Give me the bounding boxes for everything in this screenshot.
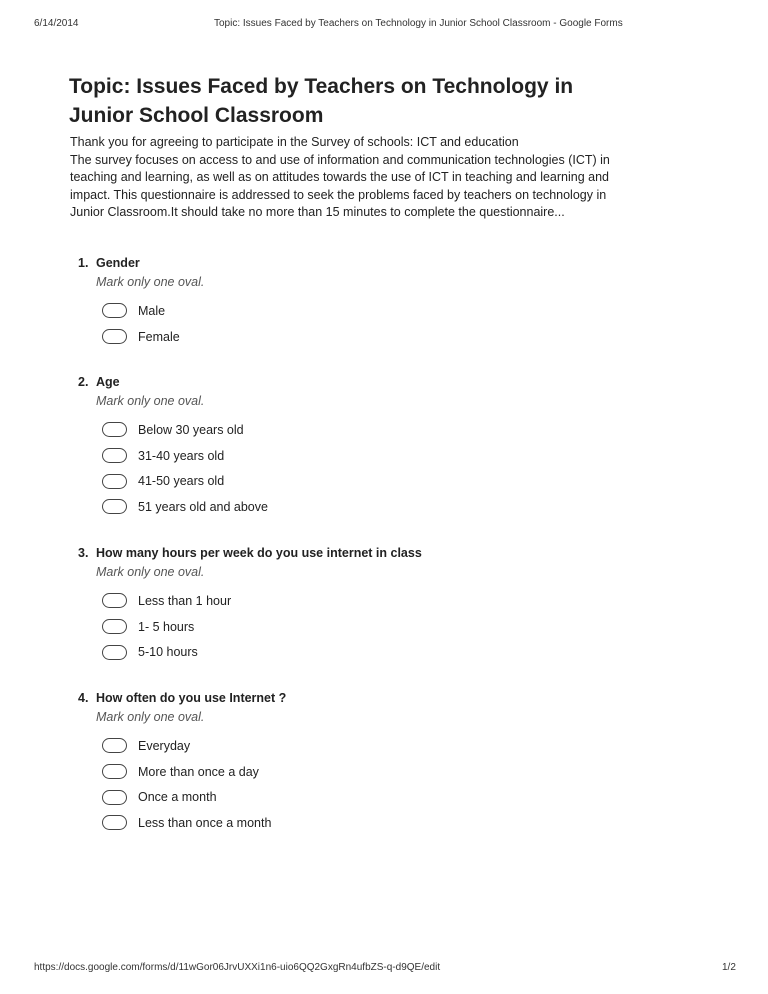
print-page-title: Topic: Issues Faced by Teachers on Technology in Junior School Classroom - Google Forms <box>214 18 623 29</box>
question-number: 4. <box>78 691 89 705</box>
option-once-a-month[interactable] <box>102 784 678 810</box>
radio-oval[interactable] <box>102 815 127 830</box>
option-label: 31-40 years old <box>138 448 225 463</box>
option-5-10-hours[interactable] <box>102 639 678 665</box>
option-label: 5-10 hours <box>138 645 198 660</box>
print-url: https://docs.google.com/forms/d/11wGor06JrvUXXi1n6-uio6QQ2GxgRn4ufbZS-q-d9QE/edit <box>34 962 441 973</box>
page-number: 1/2 <box>722 962 736 973</box>
option-label: Less than once a month <box>138 815 272 830</box>
option-label: Male <box>138 303 166 318</box>
question-title: Gender <box>96 256 140 270</box>
radio-oval[interactable] <box>102 303 127 318</box>
option-41-50[interactable] <box>102 468 678 494</box>
option-label: 41-50 years old <box>138 474 225 489</box>
option-less-than-once-a-month[interactable] <box>102 810 678 836</box>
question-number: 2. <box>78 375 89 389</box>
option-female[interactable] <box>102 324 678 350</box>
options-list <box>102 298 678 349</box>
options-list <box>102 417 678 520</box>
option-31-40[interactable] <box>102 443 678 469</box>
question-number: 3. <box>78 546 89 560</box>
question-gender <box>78 255 678 349</box>
description-line: Thank you for agreeing to participate in the Survey of schools: ICT and education <box>70 135 519 149</box>
radio-oval[interactable] <box>102 499 127 514</box>
question-header <box>78 545 678 561</box>
option-1-5-hours[interactable] <box>102 614 678 640</box>
question-header <box>78 255 678 271</box>
option-label: Once a month <box>138 790 217 805</box>
description-line: impact. This questionnaire is addressed to seek the problems faced by teachers on technology in <box>70 187 607 202</box>
option-male[interactable] <box>102 298 678 324</box>
form-description <box>70 134 710 222</box>
form-title <box>69 72 689 130</box>
question-help-text: Mark only one oval. <box>96 394 205 408</box>
option-51-above[interactable] <box>102 494 678 520</box>
option-label: 51 years old and above <box>138 499 268 514</box>
print-date: 6/14/2014 <box>34 18 79 29</box>
option-everyday[interactable] <box>102 733 678 759</box>
option-label: More than once a day <box>138 764 259 779</box>
form-title-line-2: Junior School Classroom <box>69 104 324 127</box>
option-less-than-1-hour[interactable] <box>102 588 678 614</box>
option-label: Below 30 years old <box>138 422 244 437</box>
option-below-30[interactable] <box>102 417 678 443</box>
question-help-text: Mark only one oval. <box>96 710 205 724</box>
description-line: teaching and learning, as well as on attitudes towards the use of ICT in teaching and learning and <box>70 170 610 184</box>
question-internet-hours <box>78 545 678 665</box>
radio-oval[interactable] <box>102 329 127 344</box>
question-internet-frequency <box>78 690 678 836</box>
radio-oval[interactable] <box>102 474 127 489</box>
radio-oval[interactable] <box>102 448 127 463</box>
options-list <box>102 733 678 836</box>
radio-oval[interactable] <box>102 593 127 608</box>
description-line: The survey focuses on access to and use of information and communication technologies (ICT) in <box>70 152 610 167</box>
question-title: Age <box>96 375 120 389</box>
radio-oval[interactable] <box>102 764 127 779</box>
question-help-text: Mark only one oval. <box>96 565 205 579</box>
radio-oval[interactable] <box>102 790 127 805</box>
option-label: Female <box>138 329 180 344</box>
question-age <box>78 374 678 520</box>
radio-oval[interactable] <box>102 619 127 634</box>
question-title: How often do you use Internet ? <box>96 691 287 705</box>
option-label: Everyday <box>138 738 191 753</box>
radio-oval[interactable] <box>102 422 127 437</box>
question-title: How many hours per week do you use internet in class <box>96 546 422 560</box>
question-header <box>78 690 678 706</box>
question-header <box>78 374 678 390</box>
radio-oval[interactable] <box>102 738 127 753</box>
description-line: Junior Classroom.It should take no more than 15 minutes to complete the questionnaire... <box>70 205 565 219</box>
radio-oval[interactable] <box>102 645 127 660</box>
option-label: 1- 5 hours <box>138 619 195 634</box>
form-title-line-1: Topic: Issues Faced by Teachers on Technology in <box>69 75 574 98</box>
question-help-text: Mark only one oval. <box>96 275 205 289</box>
option-more-than-once-a-day[interactable] <box>102 759 678 785</box>
question-number: 1. <box>78 256 89 270</box>
options-list <box>102 588 678 665</box>
option-label: Less than 1 hour <box>138 593 232 608</box>
